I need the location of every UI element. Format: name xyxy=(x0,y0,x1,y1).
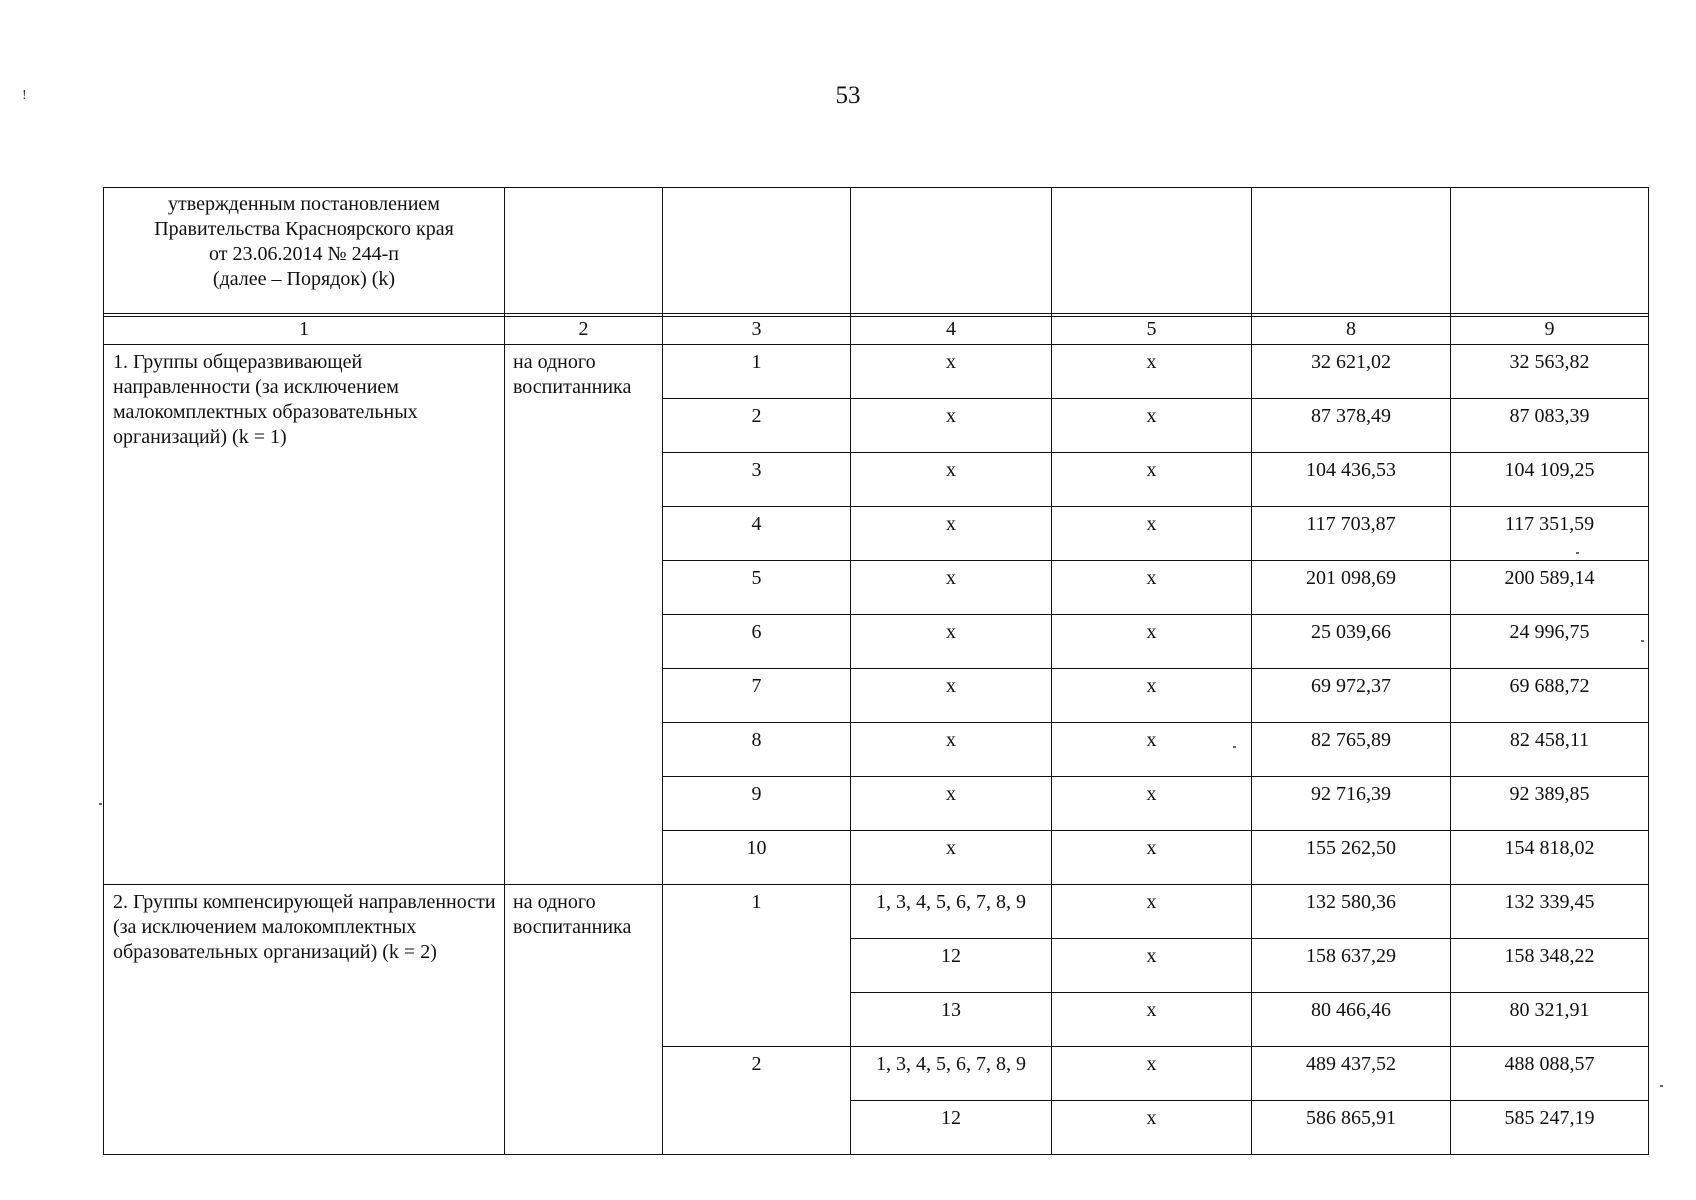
category-cell: 6 xyxy=(663,615,851,669)
col4-cell: х xyxy=(851,831,1052,885)
col4-cell: 12 xyxy=(851,939,1052,993)
header-cell-col3 xyxy=(663,188,851,317)
header-line: утвержденным постановлением xyxy=(168,193,440,215)
column-number: 8 xyxy=(1252,314,1451,345)
value-col9: 87 083,39 xyxy=(1451,399,1649,453)
unit-label: на одного воспитанника xyxy=(505,885,663,1155)
col4-cell: х xyxy=(851,669,1052,723)
category-cell: 10 xyxy=(663,831,851,885)
col5-cell: х xyxy=(1052,777,1252,831)
column-number-row xyxy=(104,314,1649,345)
header-cell-col2 xyxy=(505,188,663,317)
value-col9: 32 563,82 xyxy=(1451,345,1649,399)
column-number: 5 xyxy=(1052,314,1252,345)
col5-cell: х xyxy=(1052,345,1252,399)
category-cell: 1 xyxy=(663,345,851,399)
table-row xyxy=(104,885,1649,939)
value-col8: 25 039,66 xyxy=(1252,615,1451,669)
header-line: Правительства Красноярского края xyxy=(154,218,454,240)
scan-speck xyxy=(1660,1085,1663,1087)
unit-label: на одного воспитанника xyxy=(505,345,663,885)
col4-cell: 1, 3, 4, 5, 6, 7, 8, 9 xyxy=(851,1047,1052,1101)
value-col9: 154 818,02 xyxy=(1451,831,1649,885)
col4-cell: 1, 3, 4, 5, 6, 7, 8, 9 xyxy=(851,885,1052,939)
category-cell: 7 xyxy=(663,669,851,723)
value-col8: 69 972,37 xyxy=(1252,669,1451,723)
value-col8: 155 262,50 xyxy=(1252,831,1451,885)
category-cell: 2 xyxy=(663,1047,851,1155)
header-continuation-table xyxy=(103,187,1649,317)
table-row xyxy=(104,345,1649,399)
col5-cell: х xyxy=(1052,993,1252,1047)
group-label: 1. Группы общеразвивающей направленности (за исключением малокомплектных образовательных организаций) (k = 1) xyxy=(104,345,505,885)
col4-cell: х xyxy=(851,507,1052,561)
col5-cell: х xyxy=(1052,507,1252,561)
scan-speck xyxy=(99,803,102,805)
header-cell-col4 xyxy=(851,188,1052,317)
col5-cell: х xyxy=(1052,615,1252,669)
category-cell: 5 xyxy=(663,561,851,615)
col5-cell: х xyxy=(1052,885,1252,939)
value-col9: 82 458,11 xyxy=(1451,723,1649,777)
value-col8: 87 378,49 xyxy=(1252,399,1451,453)
category-cell: 1 xyxy=(663,885,851,1047)
col5-cell: х xyxy=(1052,399,1252,453)
value-col9: 488 088,57 xyxy=(1451,1047,1649,1101)
header-cell-col5 xyxy=(1052,188,1252,317)
col5-cell: х xyxy=(1052,669,1252,723)
header-cell-col1 xyxy=(104,188,505,317)
value-col8: 489 437,52 xyxy=(1252,1047,1451,1101)
col4-cell: х xyxy=(851,615,1052,669)
col4-cell: х xyxy=(851,453,1052,507)
value-col8: 82 765,89 xyxy=(1252,723,1451,777)
value-col9: 92 389,85 xyxy=(1451,777,1649,831)
value-col9: 69 688,72 xyxy=(1451,669,1649,723)
column-number: 3 xyxy=(663,314,851,345)
value-col8: 32 621,02 xyxy=(1252,345,1451,399)
header-line: (далее – Порядок) (k) xyxy=(212,268,396,290)
value-col8: 117 703,87 xyxy=(1252,507,1451,561)
column-number: 1 xyxy=(104,314,505,345)
value-col9: 132 339,45 xyxy=(1451,885,1649,939)
value-col8: 132 580,36 xyxy=(1252,885,1451,939)
col5-cell: х xyxy=(1052,1047,1252,1101)
col5-cell: х xyxy=(1052,1101,1252,1155)
value-col9: 585 247,19 xyxy=(1451,1101,1649,1155)
header-cell-col8 xyxy=(1252,188,1451,317)
page-number: 53 xyxy=(835,82,861,109)
norms-table xyxy=(103,313,1649,1155)
category-cell: 4 xyxy=(663,507,851,561)
column-number: 9 xyxy=(1451,314,1649,345)
value-col9: 158 348,22 xyxy=(1451,939,1649,993)
col4-cell: х xyxy=(851,561,1052,615)
value-col9: 24 996,75 xyxy=(1451,615,1649,669)
header-line: от 23.06.2014 № 244-п xyxy=(209,243,399,265)
value-col9: 104 109,25 xyxy=(1451,453,1649,507)
col5-cell: х xyxy=(1052,561,1252,615)
col4-cell: х xyxy=(851,345,1052,399)
value-col9: 80 321,91 xyxy=(1451,993,1649,1047)
col5-cell: х xyxy=(1052,831,1252,885)
category-cell: 8 xyxy=(663,723,851,777)
col5-cell: х xyxy=(1052,939,1252,993)
value-col8: 104 436,53 xyxy=(1252,453,1451,507)
value-col9: 200 589,14 xyxy=(1451,561,1649,615)
col5-cell: х xyxy=(1052,723,1252,777)
column-number: 2 xyxy=(505,314,663,345)
value-col8: 158 637,29 xyxy=(1252,939,1451,993)
col4-cell: 13 xyxy=(851,993,1052,1047)
scan-speck xyxy=(1233,746,1236,748)
value-col8: 586 865,91 xyxy=(1252,1101,1451,1155)
col4-cell: х xyxy=(851,777,1052,831)
value-col8: 201 098,69 xyxy=(1252,561,1451,615)
column-number: 4 xyxy=(851,314,1052,345)
group-label: 2. Группы компенсирующей направленности (за исключением малокомплектных образовательных организаций) (k = 2) xyxy=(104,885,505,1155)
value-col9: 117 351,59 xyxy=(1451,507,1649,561)
category-cell: 9 xyxy=(663,777,851,831)
header-cell-col9 xyxy=(1451,188,1649,317)
value-col8: 92 716,39 xyxy=(1252,777,1451,831)
scan-speck xyxy=(1576,552,1579,554)
col4-cell: х xyxy=(851,723,1052,777)
value-col8: 80 466,46 xyxy=(1252,993,1451,1047)
margin-mark: ! xyxy=(22,88,27,103)
category-cell: 3 xyxy=(663,453,851,507)
category-cell: 2 xyxy=(663,399,851,453)
scan-speck xyxy=(1641,640,1644,642)
col4-cell: х xyxy=(851,399,1052,453)
col4-cell: 12 xyxy=(851,1101,1052,1155)
col5-cell: х xyxy=(1052,453,1252,507)
